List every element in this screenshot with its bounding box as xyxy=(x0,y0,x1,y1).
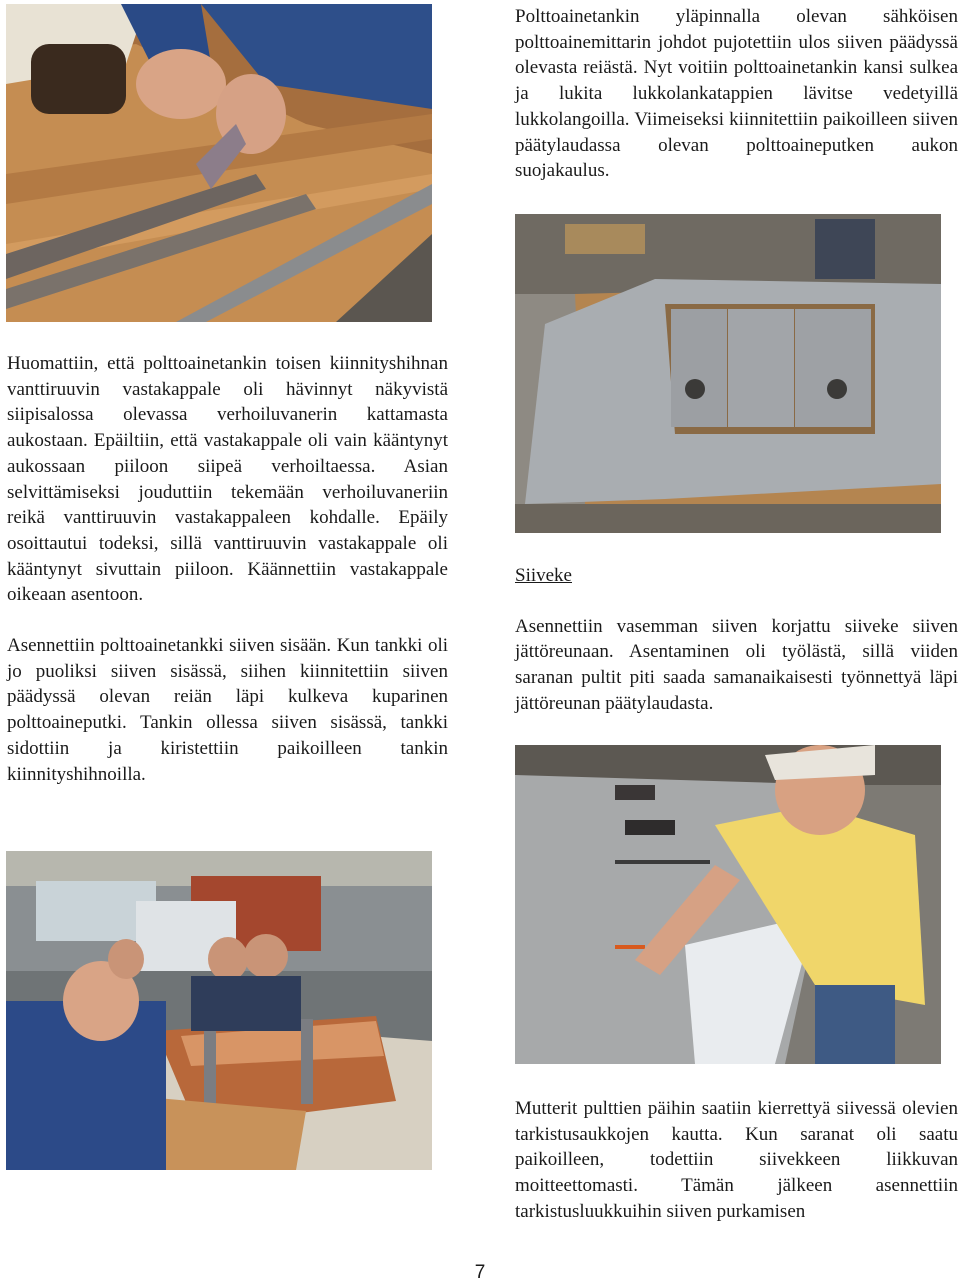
page-number: 7 xyxy=(474,1262,486,1283)
photo-wing-panels xyxy=(515,214,941,533)
paragraph-turnbuckle xyxy=(7,351,448,787)
paragraph-text: Huomattiin, että polttoainetankin toisen kiinnityshihnan vanttiruuvin vastakappale oli hävinnyt näkyvistä siipisalossa olevassa verhoiluvanerin kattamasta aukostaan. Epäiltiin, että vastakappale oli vain kääntynyt aukossaan piiloon siipeä verhoiltaessa. Asian selvittämiseksi jouduttiin tekemään verhoiluvaneriin reikä vanttiruuvin vastakappaleen kohdalle. Epäily osoittautui todeksi, sillä vanttiruuvin vastakappale oli kääntynyt sivuttain piiloon. Käännettiin vastakappale oikeaan asentoon. xyxy=(7,353,448,606)
paragraph-text: Asennettiin polttoainetankki siiven sisään. Kun tankki oli jo puoliksi siiven sisässä, siihen kiinnitettiin siiven päädyssä olevan reiän läpi kulkeva kuparinen polttoaineputki. Tankin ollessa siiven sisässä, tankki sidottiin ja kiristettiin paikoilleen tankin kiinnityshihnoilla. xyxy=(7,635,448,785)
section-siiveke xyxy=(515,563,958,717)
paragraph-text: Asennettiin vasemman siiven korjattu siiveke siiven jättöreunaan. Asentaminen oli työlästä, sillä viiden saranan pultit piti saada samanaikaisesti työnnettyä läpi jättöreunan päätylaudasta. xyxy=(515,615,958,714)
section-heading: Siiveke xyxy=(515,565,572,586)
paragraph-fuel-gauge xyxy=(515,4,958,184)
photo-aileron-work xyxy=(515,745,941,1064)
paragraph-text: Polttoainetankin yläpinnalla olevan sähköisen polttoainemittarin johdot pujotettiin ulos siiven päädyssä olevasta reiästä. Nyt voitiin polttoainetankin kansi sulkea ja lukita lukkolankatappien lävitse vedetyillä lukkolangoilla. Viimeiseksi kiinnitettiin paikoilleen siiven päätylaudassa olevan polttoaineputken aukon suojakaulus. xyxy=(515,6,958,182)
paragraph-nuts xyxy=(515,1096,958,1225)
photo-copper-tank xyxy=(6,851,432,1170)
paragraph-text: Mutterit pulttien päihin saatiin kierrettyä siivessä olevien tarkistusaukkojen kautta. Kun saranat oli saatu paikoilleen, todettiin siivekkeen liikkuvan moitteettomasti. Tämän jälkeen asennettiin tarkistusluukkuihin siiven purkamisen xyxy=(515,1098,958,1222)
photo-tank-strap xyxy=(6,4,432,322)
